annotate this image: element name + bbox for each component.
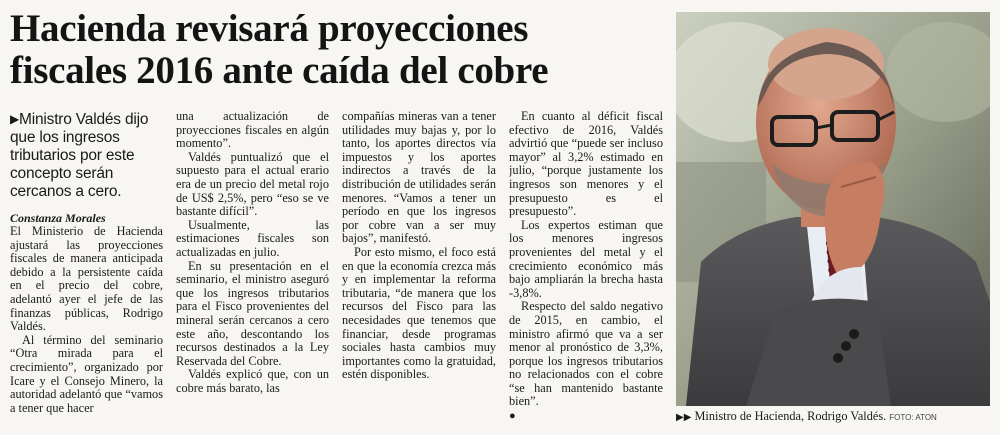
article-column-4 bbox=[509, 110, 663, 428]
lead-text: Ministro Valdés dijo que los ingresos tributarios por este concepto serán cercanos a cero. bbox=[10, 111, 149, 200]
article-column-3 bbox=[342, 110, 496, 428]
paragraph: Los expertos estiman que los menores ingresos provenientes del metal y el crecimiento económico más bajo ampliarán la brecha hasta -3,8%. bbox=[509, 217, 663, 300]
caption-arrows-icon: ▶▶ bbox=[676, 412, 692, 423]
photo-credit: FOTO: ATON bbox=[889, 413, 937, 422]
headline bbox=[10, 8, 670, 92]
paragraph: Al término del seminario “Otra mirada para el crecimiento”, organizado por Icare y el Consejo Minero, la autoridad adelantó que “vamos a tener que hacer bbox=[10, 332, 163, 415]
headline-line-2: fiscales 2016 ante caída del cobre bbox=[10, 49, 549, 92]
paragraph: En cuanto al déficit fiscal efectivo de 2016, Valdés advirtió que “puede ser incluso mayor” al 3,2% estimado en julio, “porque justamente los ingresos son menores y el presupuesto es el presupuesto”. bbox=[509, 110, 663, 219]
paragraph: En su presentación en el seminario, el ministro aseguró que los ingresos tributarios para el Fisco provenientes del mineral serán cercanos a cero este año, descontando los recursos destinados a la Ley Reservada del Cobre. bbox=[176, 258, 329, 368]
news-photo bbox=[676, 12, 990, 406]
photo-caption bbox=[676, 409, 996, 425]
lead-summary bbox=[10, 110, 163, 201]
paragraph: compañías mineras van a tener utilidades muy bajas y, por lo tanto, los aportes directos vía impuestos y los aportes indirectos a través de la distribución de utilidades serán menores. “Vamos a tener un período en que los ingresos por cobre van a ser muy bajos”, manifestó. bbox=[342, 110, 496, 246]
caption-text: Ministro de Hacienda, Rodrigo Valdés. bbox=[694, 409, 887, 423]
paragraph: Usualmente, las estimaciones fiscales son actualizadas en julio. bbox=[176, 217, 329, 259]
paragraph: Valdés explicó que, con un cobre más barato, las bbox=[176, 367, 329, 395]
headline-line-1: Hacienda revisará proyecciones bbox=[10, 7, 529, 50]
lead-arrow-icon: ▶ bbox=[10, 112, 20, 126]
paragraph: El Ministerio de Hacienda ajustará las proyecciones fiscales de manera anticipada debido a la persistente caída en el precio del cobre, adelantó ayer el jefe de las finanzas públicas, Rodrigo Valdés. bbox=[10, 224, 163, 334]
paragraph: Valdés puntualizó que el supuesto para el actual erario era de un precio del metal rojo de US$ 2,5%, pero “eso se ve bastante difícil”. bbox=[176, 149, 329, 219]
paragraph: Respecto del saldo negativo de 2015, en cambio, el ministro afirmó que va a ser menor al pronóstico de 3,3%, porque los ingresos tributarios no relacionados con el cobre “se han mantenido bastante bien”. bbox=[509, 299, 663, 409]
paragraph: Por esto mismo, el foco está en que la economía crezca más y en implementar la reforma tributaria, “de manera que los recursos del Fisco para las necesidades que tenemos que financiar, desde programas sociales hasta cambios muy importantes como la gratuidad, estén disponibles. bbox=[342, 244, 496, 382]
article-column-1 bbox=[10, 110, 163, 428]
end-mark-icon: ● bbox=[509, 410, 516, 423]
paragraph: una actualización de proyecciones fiscales en algún momento”. bbox=[176, 110, 329, 151]
byline: Constanza Morales bbox=[10, 211, 106, 225]
article-column-2 bbox=[176, 110, 329, 428]
